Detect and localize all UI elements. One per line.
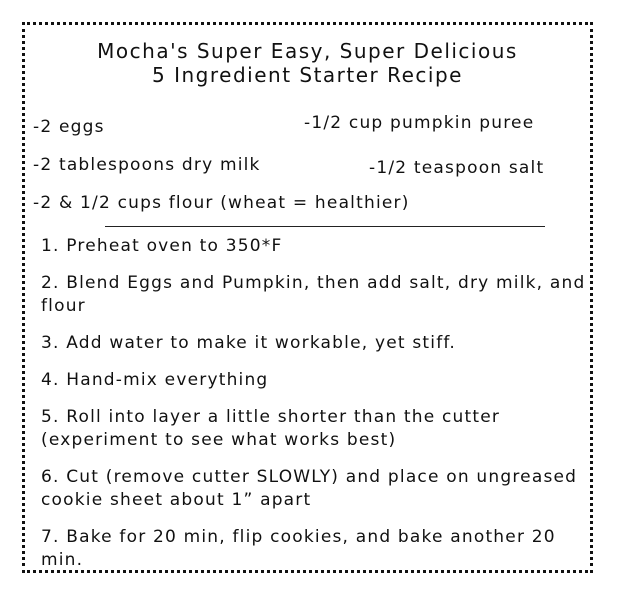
instruction-step: 7. Bake for 20 min, flip cookies, and bake another 20 min.	[41, 527, 556, 570]
recipe-card	[22, 22, 593, 573]
title-line-1: Mocha's Super Easy, Super Delicious	[97, 39, 518, 63]
ingredient-salt: -1/2 teaspoon salt	[369, 158, 545, 178]
ingredient-dry-milk: -2 tablespoons dry milk	[33, 155, 261, 175]
instruction-step: 2. Blend Eggs and Pumpkin, then add salt, dry milk, and flour	[41, 273, 586, 316]
section-divider	[105, 226, 545, 227]
title-line-2: 5 Ingredient Starter Recipe	[152, 63, 463, 87]
recipe-title	[25, 39, 590, 87]
instruction-step: 3. Add water to make it workable, yet stiff.	[41, 333, 456, 353]
instruction-step: 6. Cut (remove cutter SLOWLY) and place on ungreased cookie sheet about 1” apart	[41, 467, 578, 510]
instruction-step: 5. Roll into layer a little shorter than the cutter (experiment to see what works best)	[41, 407, 501, 450]
ingredient-eggs: -2 eggs	[33, 117, 105, 137]
instruction-list	[41, 235, 586, 586]
instruction-step: 1. Preheat oven to 350*F	[41, 236, 283, 256]
ingredient-pumpkin: -1/2 cup pumpkin puree	[304, 113, 535, 133]
instruction-step: 4. Hand-mix everything	[41, 370, 269, 390]
ingredient-flour: -2 & 1/2 cups flour (wheat = healthier)	[33, 193, 410, 213]
